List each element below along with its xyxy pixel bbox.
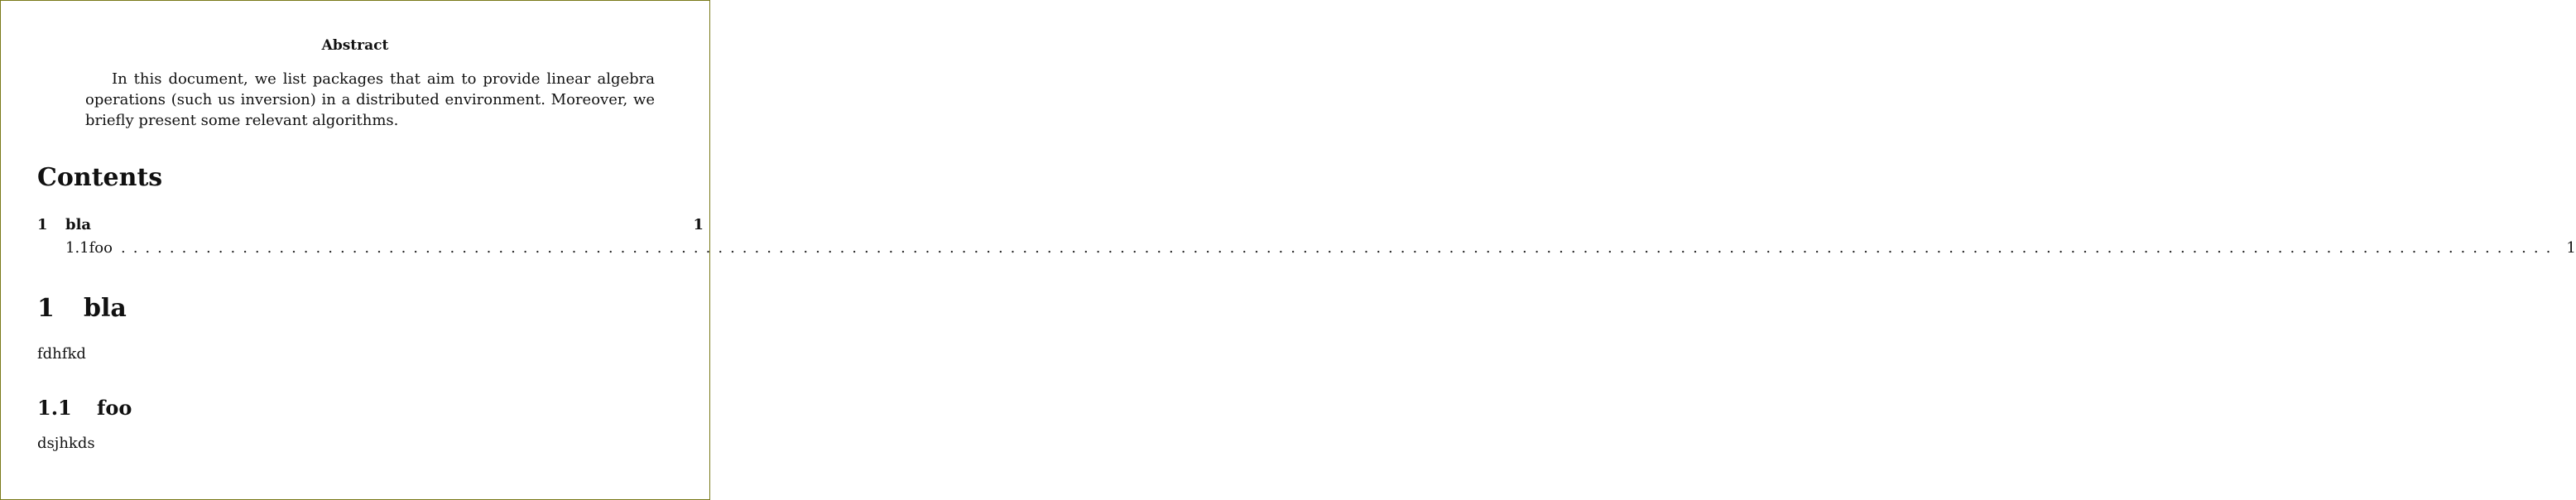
abstract-body: In this document, we list packages that aim to provide linear algebra operations (such us inversion) in a distributed environment. Moreover, we briefly present some relevant algorithms. (85, 70, 655, 129)
toc-entry-number: 1.1 (65, 239, 89, 257)
toc-entry-number: 1 (37, 216, 48, 233)
toc-entry-section[interactable] (37, 216, 704, 233)
toc-entry-page: 1 (2566, 239, 2576, 257)
section-title: bla (84, 294, 127, 323)
section-number: 1 (37, 294, 55, 323)
toc-entry-label: foo (89, 239, 113, 257)
subsection-title: foo (97, 396, 132, 420)
toc-entry-subsection[interactable] (37, 239, 2576, 257)
section-paragraph: fdhfkd (37, 345, 86, 363)
toc-entry-page: 1 (693, 216, 704, 233)
subsection-paragraph: dsjhkds (37, 435, 95, 452)
abstract-title: Abstract (321, 37, 389, 54)
toc-entry-label: bla (65, 216, 92, 233)
subsection-number: 1.1 (37, 396, 72, 420)
subsection-heading (37, 396, 132, 420)
toc-leader-dots: ........................................................................................................................................................................................................ (120, 239, 2559, 257)
contents-title: Contents (37, 163, 163, 192)
section-heading (37, 294, 127, 323)
